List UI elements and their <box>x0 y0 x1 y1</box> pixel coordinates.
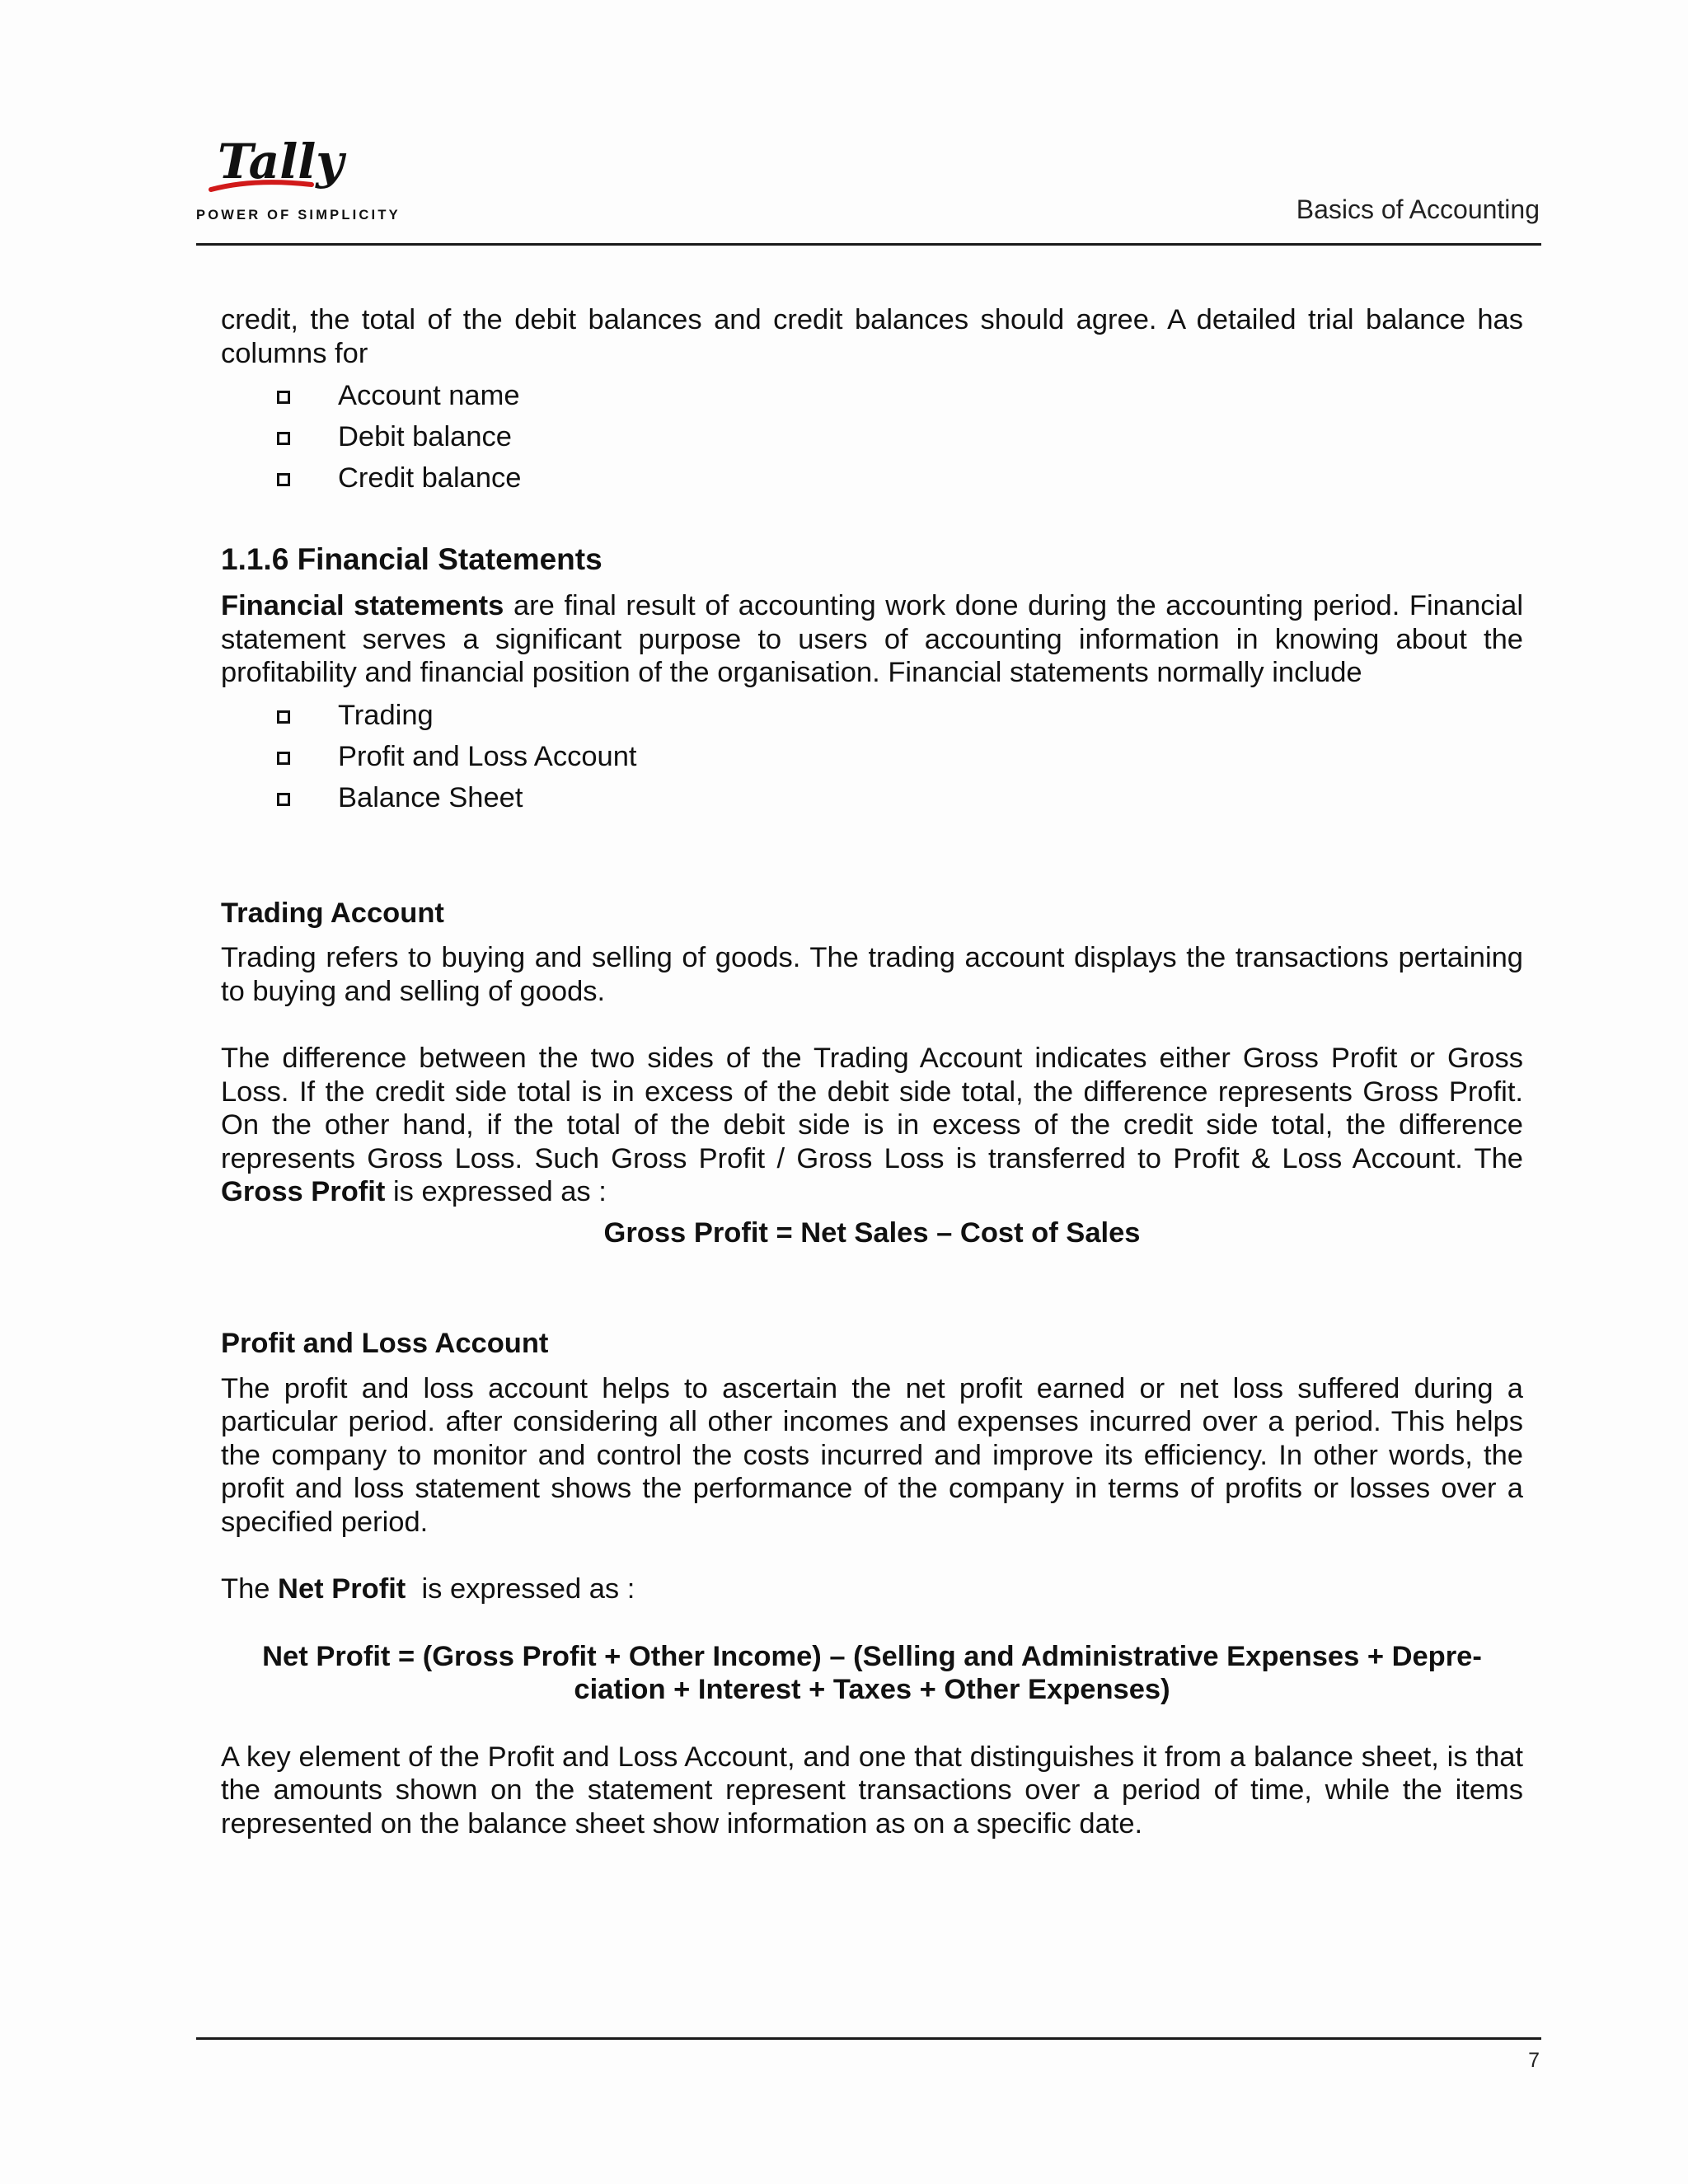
gross-profit-formula: Gross Profit = Net Sales – Cost of Sales <box>603 1216 1141 1249</box>
logo-tagline: POWER OF SIMPLICITY <box>196 208 401 223</box>
square-bullet-icon <box>277 710 290 724</box>
tally-logo <box>196 132 401 223</box>
profit-loss-paragraph-1: The profit and loss account helps to ascertain the net profit earned or net loss suffered during a particular period. after considering all other incomes and expenses incurred over a period. This helps the company to monitor and control the costs incurred and improve its efficiency. In other words, the profit and loss statement shows the performance of the company in terms of profits or losses over a specified period. <box>221 1372 1523 1538</box>
list-item: Profit and Loss Account <box>221 736 1523 777</box>
net-profit-formula: Net Profit = (Gross Profit + Other Income) – (Selling and Administrative Expenses + Depre- ciation + Interest + Taxes + Other Expenses) <box>262 1640 1482 1705</box>
square-bullet-icon <box>277 391 290 404</box>
header-title: Basics of Accounting <box>1296 194 1540 224</box>
section-heading-financial-statements: 1.1.6 Financial Statements <box>221 542 603 576</box>
sub-heading-trading-account: Trading Account <box>221 897 444 929</box>
net-profit-intro: The Net Profit is expressed as : <box>221 1573 635 1605</box>
page-number: 7 <box>1528 2049 1540 2072</box>
header-rule <box>196 243 1541 246</box>
page-content <box>221 303 1523 1840</box>
trial-balance-columns-list <box>221 375 1523 499</box>
list-item: Credit balance <box>221 457 1523 499</box>
logo-wordmark: Tally <box>218 134 344 190</box>
list-item: Debit balance <box>221 416 1523 457</box>
list-item: Account name <box>221 375 1523 416</box>
financial-statements-paragraph: Financial statements are final result of accounting work done during the accounting period. Financial statement serves a significant purpose to users of accounting information in knowing about the profitability and financial position of the organisation. Financial statements normally include <box>221 590 1523 688</box>
intro-paragraph: credit, the total of the debit balances and credit balances should agree. A detailed trial balance has columns for <box>221 304 1523 369</box>
trading-account-paragraph-1: Trading refers to buying and selling of goods. The trading account displays the transactions pertaining to buying and selling of goods. <box>221 942 1523 1007</box>
tally-logo-mark <box>196 132 344 198</box>
trading-account-paragraph-2: The difference between the two sides of the Trading Account indicates either Gross Profit or Gross Loss. If the credit side total is in excess of the debit side total, the difference represents Gross Profit. On the other hand, if the total of the debit side is in excess of the credit side total, the difference represents Gross Loss. Such Gross Profit / Gross Loss is transferred to Profit & Loss Account. The Gross Profit is expressed as : <box>221 1043 1523 1207</box>
square-bullet-icon <box>277 432 290 445</box>
list-item: Balance Sheet <box>221 777 1523 818</box>
square-bullet-icon <box>277 752 290 765</box>
footer-rule <box>196 2037 1541 2040</box>
sub-heading-profit-loss-account: Profit and Loss Account <box>221 1328 549 1359</box>
financial-statements-list <box>221 695 1523 818</box>
square-bullet-icon <box>277 473 290 486</box>
square-bullet-icon <box>277 793 290 806</box>
list-item: Trading <box>221 695 1523 736</box>
profit-loss-final-paragraph: A key element of the Profit and Loss Account, and one that distinguishes it from a balance sheet, is that the amounts shown on the statement represent transactions over a period of time, while the items represented on the balance sheet show information as on a specific date. <box>221 1741 1523 1840</box>
